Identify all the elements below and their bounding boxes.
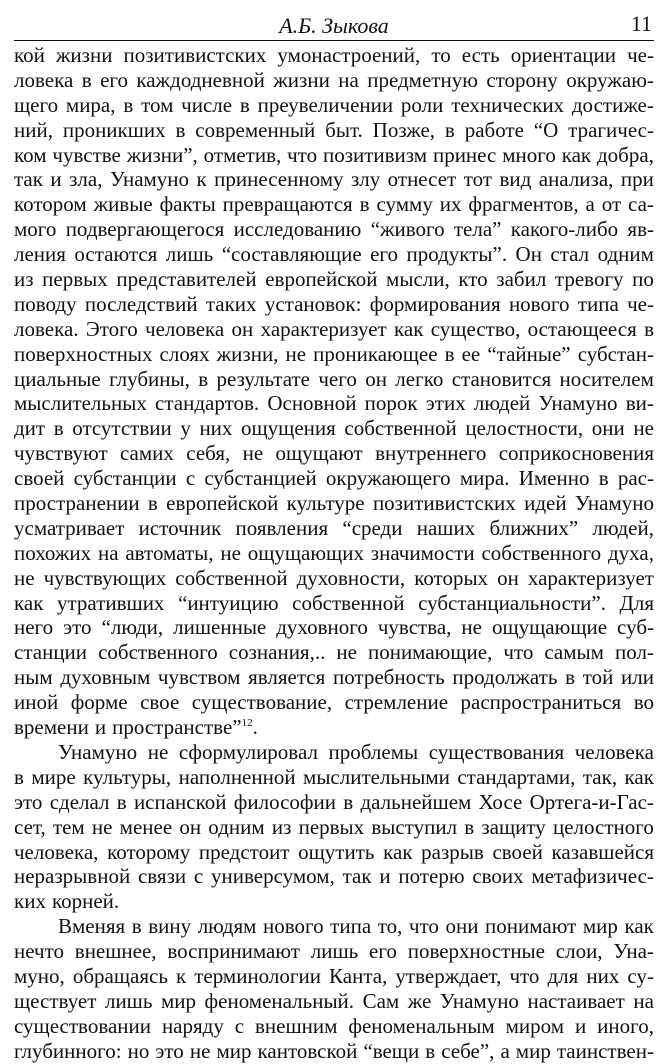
text-line: кой жизни позитивистских умонастроений, то есть ориентации че- bbox=[14, 43, 654, 67]
text-line: усматривает источник появления “среди наших ближних” людей, bbox=[14, 515, 654, 540]
page-number: 11 bbox=[630, 11, 652, 36]
text-line: пространении в европейской культуре позитивистских идей Унамуно bbox=[14, 491, 654, 516]
text-line: ления остаются лишь “составляющие его продукты”. Он стал одним bbox=[14, 242, 654, 267]
text-line: иной форме свое существование, стремление распространиться во bbox=[14, 690, 654, 715]
text-line: ких корней. bbox=[14, 889, 120, 914]
text-line: циальные глубины, в результате чего он легко становится носителем bbox=[14, 366, 654, 391]
text-line: времени и пространстве”$^{12}$. bbox=[14, 715, 258, 740]
text-line: станции собственного сознания,.. не понимающие, что самым пол- bbox=[14, 640, 654, 665]
text-line: не чувствующих собственной духовности, которых он характеризует bbox=[14, 565, 654, 590]
text-line: так и зла, Унамуно к принесенному злу отнесет тот вид анализа, при bbox=[14, 167, 654, 192]
text-line: ловека. Этого человека он характеризует как существо, остающееся в bbox=[14, 316, 654, 341]
text-line: котором живые факты превращаются в сумму их фрагментов, а от са- bbox=[14, 192, 654, 217]
footnote-reference: 12 bbox=[241, 717, 253, 730]
text-line: мого подвергающегося исследованию “живого тела” какого-либо яв- bbox=[14, 217, 654, 242]
text-line: похожих на автоматы, не ощущающих значимости собственного духа, bbox=[14, 540, 654, 565]
text-line: своей субстанции с субстанцией окружающего мира. Именно в рас- bbox=[14, 466, 654, 491]
text-line: Унамуно не сформулировал проблемы существования человека bbox=[58, 739, 654, 764]
running-header bbox=[14, 6, 654, 40]
text-line: человека, которому предстоит ощутить как разрыв своей казавшейся bbox=[14, 839, 654, 864]
text-line: неразрывной связи с универсумом, так и потерю своих метафизичес- bbox=[14, 864, 654, 889]
text-line: муно, обращаясь к терминологии Канта, утверждает, что для них су- bbox=[14, 963, 654, 988]
text-line: из первых представителей европейской мысли, кто забил тревогу по bbox=[14, 267, 654, 292]
text-line: это сделал в испанской философии в дальнейшем Хосе Ортега-и-Гас- bbox=[14, 789, 654, 814]
paragraph bbox=[14, 740, 654, 914]
text-line: него это “люди, лишенные духовного чувства, не ощущающие суб- bbox=[14, 615, 654, 640]
text-line: ловека в его каждодневной жизни на предметную сторону окружаю- bbox=[14, 67, 654, 92]
text-line: щего мира, в том числе в преувеличении роли технических достиже- bbox=[14, 92, 654, 117]
running-header-author: А.Б. Зыкова bbox=[279, 13, 389, 38]
text-line: дит в отсутствии у них ощущения собственной целостности, они не bbox=[14, 416, 654, 441]
text-line: глубинного: но это не мир кантовской “вещи в себе”, а мир таинствен- bbox=[14, 1038, 654, 1063]
text-line: ным духовным чувством является потребность продолжать в той или bbox=[14, 665, 654, 690]
text-line: Вменяя в вину людям нового типа то, что они понимают мир как bbox=[58, 914, 654, 939]
text-line: поверхностных слоях жизни, не проникающее в ее “тайные” субстан- bbox=[14, 341, 654, 366]
text-line: ний, проникших в современный быт. Позже, в работе “О трагичес- bbox=[14, 117, 654, 142]
text-line: сет, тем не менее он одним из первых выступил в защиту целостного bbox=[14, 814, 654, 839]
text-line: как утративших “интуицию собственной субстанциальности”. Для bbox=[14, 590, 654, 615]
text-line: ществует лишь мир феноменальный. Сам же Унамуно настаивает на bbox=[14, 988, 654, 1013]
text-line: мыслительных стандартов. Основной порок этих людей Унамуно ви- bbox=[14, 391, 654, 416]
text-line: ком чувстве жизни”, отметив, что позитивизм принес много как добра, bbox=[14, 142, 654, 167]
text-line: в мире культуры, наполненной мыслительными стандартами, так, как bbox=[14, 764, 654, 789]
paragraph bbox=[14, 914, 654, 1063]
text-line: существовании наряду с внешним феноменальным миром и иного, bbox=[14, 1013, 654, 1038]
body-text bbox=[14, 43, 654, 1064]
book-page bbox=[14, 6, 654, 1063]
header-rule bbox=[14, 40, 654, 41]
paragraph bbox=[14, 43, 654, 740]
text-line: поводу последствий таких установок: формирования нового типа че- bbox=[14, 291, 654, 316]
text-line: чувствуют самих себя, не ощущают внутреннего соприкосновения bbox=[14, 441, 654, 466]
text-line: нечто внешнее, воспринимают лишь его поверхностные слои, Уна- bbox=[14, 939, 654, 964]
